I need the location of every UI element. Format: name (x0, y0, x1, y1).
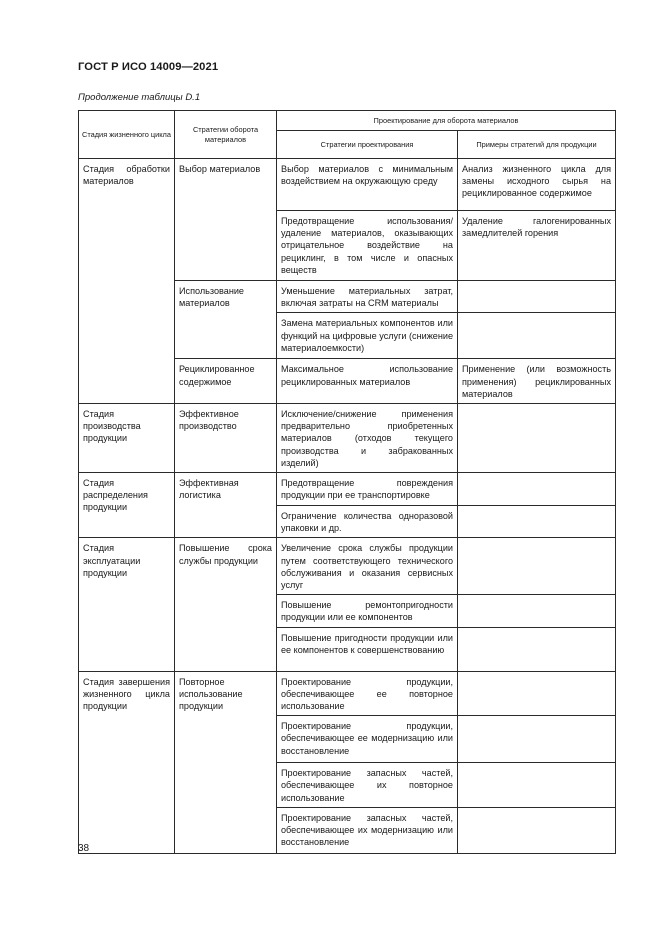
table-row (79, 404, 616, 473)
strategies-table (78, 110, 616, 854)
table-row (79, 159, 616, 211)
header-strategies-flow: Стратегии оборота материалов (175, 111, 277, 159)
header-product-examples: Примеры стратегий для продукции (458, 131, 616, 159)
product-example-cell (458, 281, 616, 313)
product-example-cell (458, 807, 616, 853)
page-number: 38 (78, 843, 90, 854)
product-example-cell (458, 627, 616, 671)
header-stage: Стадия жизненного цикла (79, 111, 175, 159)
design-strategy-cell: Исключение/снижение применения предварительно приобретенных материалов (отходов текущего производства и забракованных изделий) (277, 404, 458, 473)
stage-cell: Стадия обработки материалов (79, 159, 175, 404)
design-strategy-cell: Максимальное использование рециклированных материалов (277, 359, 458, 404)
design-strategy-cell: Выбор материалов с минимальным воздействием на окружающую среду (277, 159, 458, 211)
product-example-cell (458, 313, 616, 359)
strategy-cell: Эффективная логистика (175, 473, 277, 538)
table-row (79, 473, 616, 506)
strategy-cell: Рециклированное содержимое (175, 359, 277, 404)
strategy-cell: Повторное использование продукции (175, 671, 277, 853)
design-strategy-cell: Повышение ремонтопригодности продукции или ее компонентов (277, 595, 458, 627)
design-strategy-cell: Предотвращение использования/удаление материалов, оказывающих отрицательное воздействие на рециклинг, в том числе и опасных веществ (277, 211, 458, 281)
design-strategy-cell: Повышение пригодности продукции или ее компонентов к совершенствованию (277, 627, 458, 671)
strategy-cell: Повышение срока службы продукции (175, 538, 277, 671)
product-example-cell (458, 538, 616, 595)
stage-cell: Стадия эксплуатации продукции (79, 538, 175, 671)
design-strategy-cell: Проектирование запасных частей, обеспечивающее их повторное использование (277, 763, 458, 808)
design-strategy-cell: Уменьшение материальных затрат, включая затраты на CRM материалы (277, 281, 458, 313)
design-strategy-cell: Увеличение срока службы продукции путем соответствующего технического обслуживания и оказания сервисных услуг (277, 538, 458, 595)
product-example-cell: Применение (или возможность применения) рециклированных материалов (458, 359, 616, 404)
product-example-cell (458, 716, 616, 763)
table-caption: Продолжение таблицы D.1 (78, 92, 201, 103)
design-strategy-cell: Проектирование запасных частей, обеспечивающее их модернизацию или восстановление (277, 807, 458, 853)
design-strategy-cell: Проектирование продукции, обеспечивающее ее повторное использование (277, 671, 458, 716)
design-strategy-cell: Предотвращение повреждения продукции при ее транспортировке (277, 473, 458, 506)
strategy-cell: Выбор материалов (175, 159, 277, 281)
header-design-strategies: Стратегии проектирования (277, 131, 458, 159)
stage-cell: Стадия распределения продукции (79, 473, 175, 538)
table-body (79, 159, 616, 854)
product-example-cell: Удаление галогенированных замедлителей горения (458, 211, 616, 281)
design-strategy-cell: Проектирование продукции, обеспечивающее ее модернизацию или восстановление (277, 716, 458, 763)
design-strategy-cell: Ограничение количества одноразовой упаковки и др. (277, 506, 458, 538)
product-example-cell (458, 671, 616, 716)
product-example-cell (458, 404, 616, 473)
product-example-cell (458, 506, 616, 538)
strategy-cell: Эффективное производство (175, 404, 277, 473)
table-row (79, 671, 616, 716)
product-example-cell (458, 595, 616, 627)
product-example-cell (458, 473, 616, 506)
stage-cell: Стадия завершения жизненного цикла продукции (79, 671, 175, 853)
table-row (79, 538, 616, 595)
product-example-cell (458, 763, 616, 808)
strategy-cell: Использование материалов (175, 281, 277, 359)
table-head (79, 111, 616, 159)
design-strategy-cell: Замена материальных компонентов или функций на цифровые услуги (снижение материалоемкости) (277, 313, 458, 359)
header-design-group: Проектирование для оборота материалов (277, 111, 616, 131)
product-example-cell: Анализ жизненного цикла для замены исходного сырья на рециклированное содержимое (458, 159, 616, 211)
document-title: ГОСТ Р ИСО 14009—2021 (78, 61, 219, 73)
stage-cell: Стадия производства продукции (79, 404, 175, 473)
